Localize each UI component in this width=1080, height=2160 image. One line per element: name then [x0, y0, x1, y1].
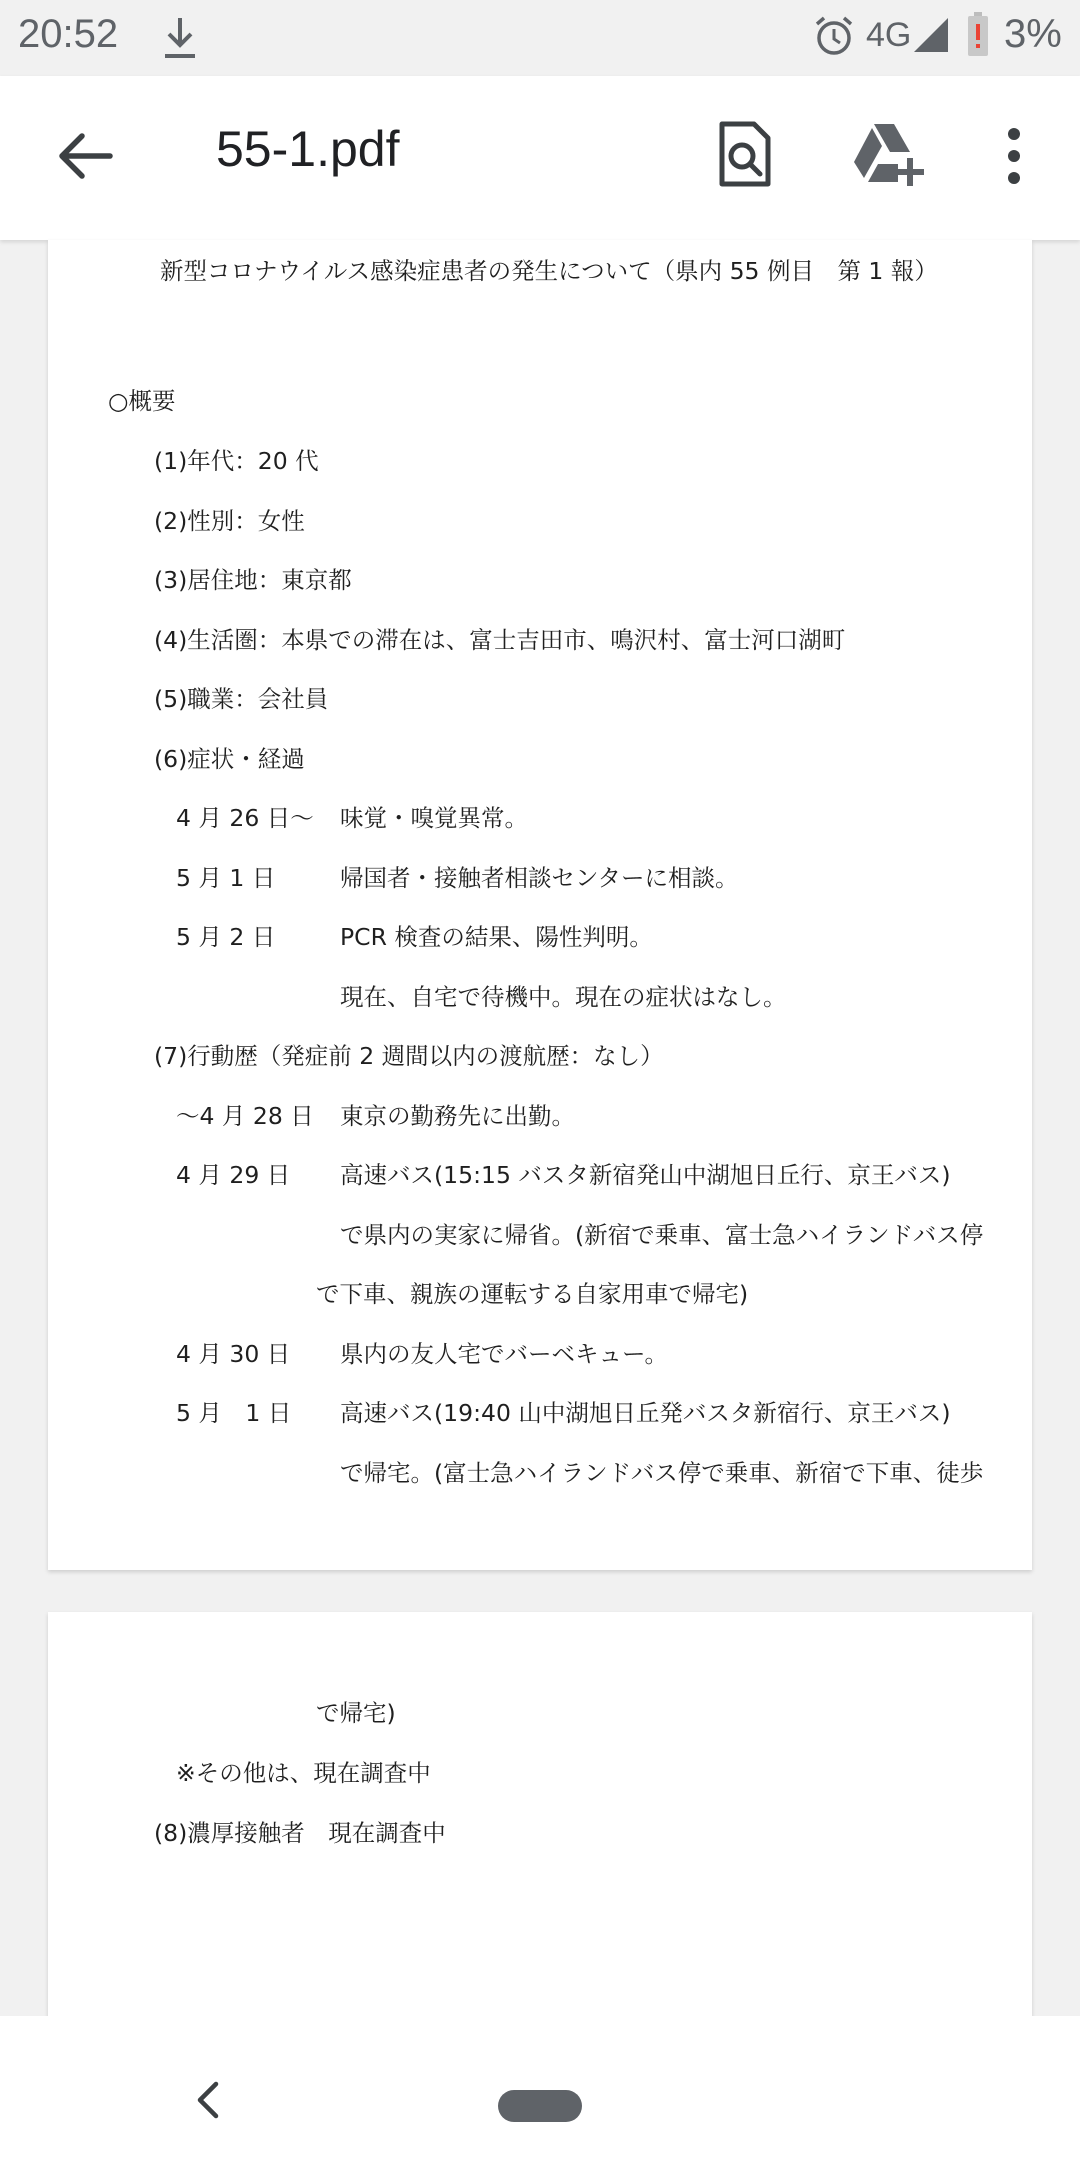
timeline-date: 5 月 2 日: [176, 923, 276, 951]
item-age: (1)年代：20 代: [154, 447, 319, 475]
signal-icon: [912, 16, 950, 54]
activity-date: 5 月 1 日: [176, 1399, 292, 1427]
arrow-back-icon[interactable]: [54, 124, 118, 188]
alarm-icon: [812, 14, 856, 58]
app-bar: [0, 76, 1080, 240]
battery-percent: 3%: [1004, 12, 1062, 56]
status-time: 20:52: [18, 12, 119, 56]
document-heading: 新型コロナウイルス感染症患者の発生について（県内 55 例目 第 1 報）: [160, 257, 938, 285]
item-residence: (3)居住地：東京都: [154, 566, 352, 594]
timeline-text: 味覚・嗅覚異常。: [340, 804, 528, 832]
pdf-page-1: [48, 240, 1032, 1570]
timeline-date: 5 月 1 日: [176, 864, 276, 892]
add-to-drive-icon[interactable]: [852, 122, 924, 188]
item-symptoms: (6)症状・経過: [154, 745, 305, 773]
activity-text: で帰宅): [316, 1699, 396, 1727]
section-overview: ○概要: [108, 387, 176, 415]
battery-low-icon: [966, 12, 990, 58]
activity-text: 県内の友人宅でバーベキュー。: [340, 1340, 669, 1368]
navigation-bar: [0, 2016, 1080, 2160]
activity-text: 高速バス(19:40 山中湖旭日丘発バスタ新宿行、京王バス): [340, 1399, 951, 1427]
activity-text: 高速バス(15:15 バスタ新宿発山中湖旭日丘行、京王バス): [340, 1161, 951, 1189]
network-type: 4G: [866, 16, 912, 54]
activity-text: で県内の実家に帰省。(新宿で乗車、富士急ハイランドバス停: [340, 1221, 984, 1249]
activity-text: で下車、親族の運転する自家用車で帰宅): [316, 1280, 749, 1308]
timeline-text: 帰国者・接触者相談センターに相談。: [340, 864, 739, 892]
more-vert-icon[interactable]: [1000, 124, 1028, 188]
item-living-area: (4)生活圏：本県での滞在は、富士吉田市、鳴沢村、富士河口湖町: [154, 626, 846, 654]
note-under-investigation: ※その他は、現在調査中: [176, 1759, 431, 1787]
item-activity-history: (7)行動歴（発症前 2 週間以内の渡航歴：なし）: [154, 1042, 664, 1070]
timeline-text: 現在、自宅で待機中。現在の症状はなし。: [340, 983, 787, 1011]
nav-back-icon[interactable]: [192, 2080, 222, 2120]
document-search-icon[interactable]: [716, 120, 772, 190]
timeline-text: PCR 検査の結果、陽性判明。: [340, 923, 653, 951]
document-title: 55-1.pdf: [216, 121, 400, 177]
timeline-date: 4 月 26 日～: [176, 804, 314, 832]
item-close-contacts: (8)濃厚接触者 現在調査中: [154, 1819, 446, 1847]
activity-date: 4 月 29 日: [176, 1161, 291, 1189]
activity-text: 東京の勤務先に出勤。: [340, 1102, 575, 1130]
activity-date: ～4 月 28 日: [176, 1102, 314, 1130]
item-occupation: (5)職業：会社員: [154, 685, 329, 713]
activity-text: で帰宅。(富士急ハイランドバス停で乗車、新宿で下車、徒歩: [340, 1459, 984, 1487]
download-icon: [160, 14, 200, 62]
nav-home-pill-icon[interactable]: [498, 2090, 582, 2122]
activity-date: 4 月 30 日: [176, 1340, 291, 1368]
item-gender: (2)性別：女性: [154, 507, 305, 535]
status-bar: [0, 0, 1080, 76]
